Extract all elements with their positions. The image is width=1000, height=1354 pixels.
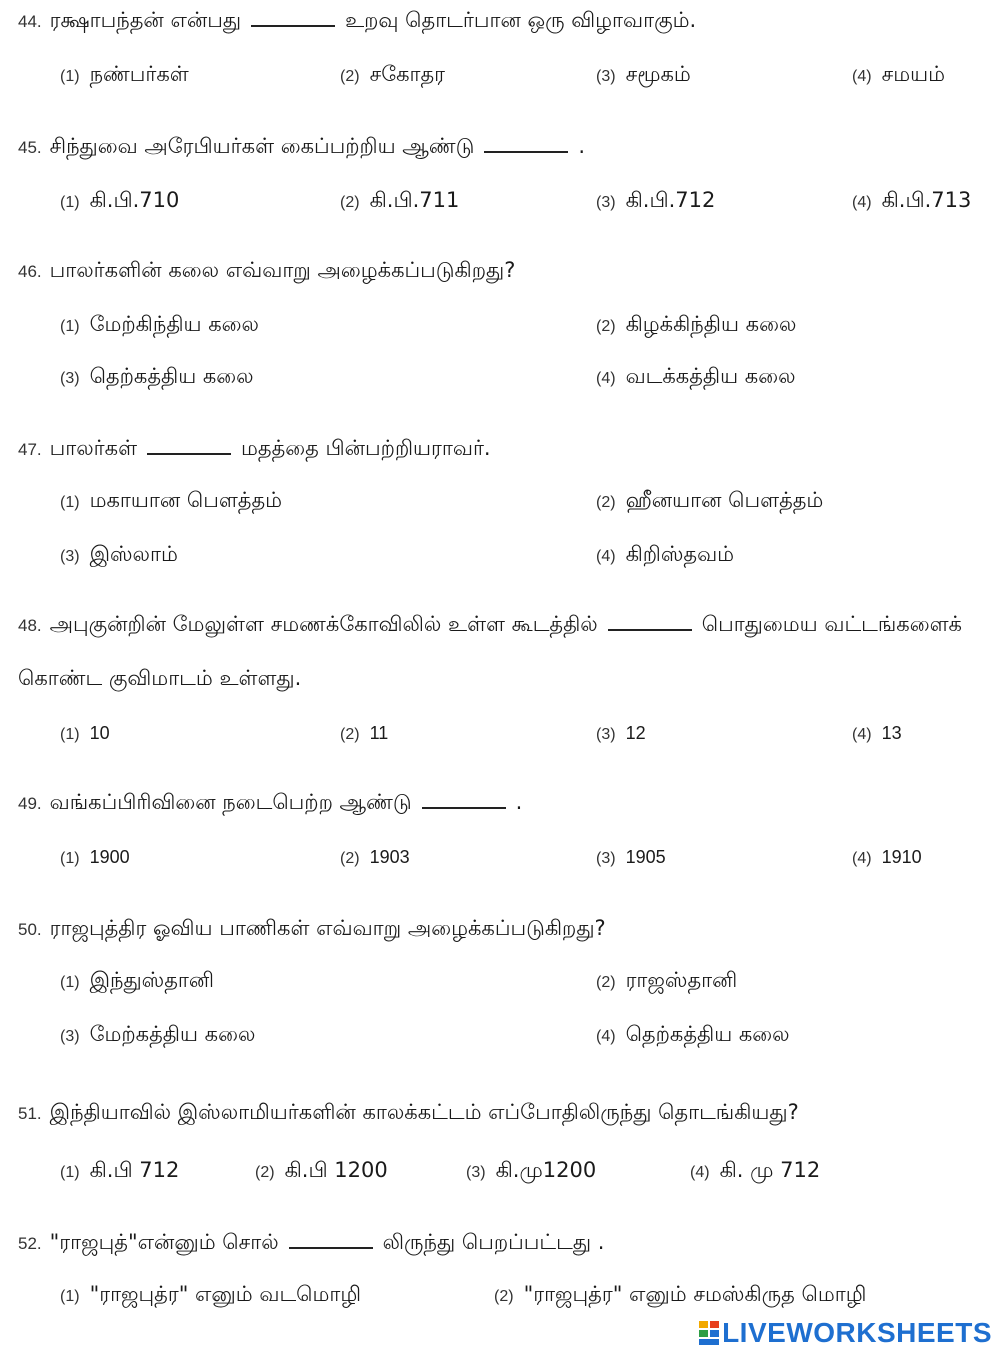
- option-45-3[interactable]: (3) கி.பி.712: [596, 188, 716, 212]
- question-text: ரக்ஷாபந்தன் என்பது: [49, 8, 242, 32]
- question-text: அபுகுன்றின் மேலுள்ள சமணக்கோவிலில் உள்ள கூடத்தில்: [49, 612, 598, 636]
- question-52: [18, 1228, 604, 1258]
- question-number: 47.: [18, 440, 42, 459]
- question-text: ராஜபுத்திர ஓவிய பாணிகள் எவ்வாறு அழைக்கப்படுகிறது?: [49, 916, 606, 940]
- logo-icon: [698, 1319, 720, 1347]
- option-45-2[interactable]: (2) கி.பி.711: [340, 188, 460, 212]
- answer-blank[interactable]: [251, 9, 335, 27]
- question-text-end: லிருந்து பெறப்பட்டது .: [382, 1230, 605, 1254]
- question-text-end: மதத்தை பின்பற்றியராவர்.: [241, 436, 491, 460]
- option-52-1[interactable]: (1) "ராஜபுத்ர" எனும் வடமொழி: [60, 1282, 362, 1306]
- question-text: பாலர்கள்: [49, 436, 138, 460]
- question-text: சிந்துவை அரேபியர்கள் கைப்பற்றிய ஆண்டு: [49, 134, 475, 158]
- option-47-2[interactable]: (2) ஹீனயான பௌத்தம்: [596, 488, 824, 512]
- option-47-3[interactable]: (3) இஸ்லாம்: [60, 542, 178, 566]
- question-number: 50.: [18, 920, 42, 939]
- option-51-4[interactable]: (4) கி. மு 712: [690, 1158, 821, 1182]
- option-44-4[interactable]: (4) சமயம்: [852, 62, 945, 86]
- option-45-4[interactable]: (4) கி.பி.713: [852, 188, 972, 212]
- answer-blank[interactable]: [289, 1231, 373, 1249]
- question-number: 44.: [18, 12, 42, 31]
- question-text-end: உறவு தொடர்பான ஒரு விழாவாகும்.: [345, 8, 697, 32]
- option-44-2[interactable]: (2) சகோதர: [340, 62, 446, 86]
- question-46: [18, 256, 515, 286]
- option-46-1[interactable]: (1) மேற்கிந்திய கலை: [60, 312, 259, 336]
- question-47: [18, 434, 491, 464]
- liveworksheets-logo: [698, 1316, 992, 1350]
- option-50-4[interactable]: (4) தெற்கத்திய கலை: [596, 1022, 790, 1046]
- option-50-1[interactable]: (1) இந்துஸ்தானி: [60, 968, 215, 992]
- option-49-1[interactable]: (1) 1900: [60, 847, 130, 867]
- option-49-4[interactable]: (4) 1910: [852, 847, 922, 867]
- option-51-1[interactable]: (1) கி.பி 712: [60, 1158, 180, 1182]
- question-text: "ராஜபுத்"என்னும் சொல்: [49, 1230, 279, 1254]
- option-51-2[interactable]: (2) கி.பி 1200: [255, 1158, 388, 1182]
- option-49-3[interactable]: (3) 1905: [596, 847, 666, 867]
- question-50: [18, 914, 606, 944]
- question-number: 45.: [18, 138, 42, 157]
- question-48: [18, 598, 983, 704]
- option-50-2[interactable]: (2) ராஜஸ்தானி: [596, 968, 738, 992]
- question-text-end: .: [515, 790, 523, 814]
- question-45: [18, 132, 585, 162]
- question-number: 51.: [18, 1104, 42, 1123]
- option-48-3[interactable]: (3) 12: [596, 723, 646, 743]
- question-51: [18, 1098, 799, 1128]
- option-44-1[interactable]: (1) நண்பர்கள்: [60, 62, 189, 86]
- answer-blank[interactable]: [147, 437, 231, 455]
- option-48-1[interactable]: (1) 10: [60, 723, 110, 743]
- question-number: 46.: [18, 262, 42, 281]
- option-47-4[interactable]: (4) கிறிஸ்தவம்: [596, 542, 735, 566]
- answer-blank[interactable]: [422, 791, 506, 809]
- option-44-3[interactable]: (3) சமூகம்: [596, 62, 691, 86]
- option-51-3[interactable]: (3) கி.மு1200: [466, 1158, 597, 1182]
- question-text-end: .: [578, 134, 586, 158]
- question-number: 52.: [18, 1234, 42, 1253]
- question-text: இந்தியாவில் இஸ்லாமியர்களின் காலக்கட்டம் எப்போதிலிருந்து தொடங்கியது?: [49, 1100, 799, 1124]
- question-text: பாலர்களின் கலை எவ்வாறு அழைக்கப்படுகிறது?: [49, 258, 516, 282]
- answer-blank[interactable]: [484, 135, 568, 153]
- question-text-end: பொதுமைய வட்டங்களைக் கொண்ட குவிமாடம் உள்ளது.: [18, 612, 962, 690]
- option-46-3[interactable]: (3) தெற்கத்திய கலை: [60, 364, 254, 388]
- question-44: [18, 6, 696, 36]
- option-48-2[interactable]: (2) 11: [340, 723, 389, 743]
- option-52-2[interactable]: (2) "ராஜபுத்ர" எனும் சமஸ்கிருத மொழி: [494, 1282, 867, 1306]
- question-49: [18, 788, 522, 818]
- logo-text: LIVEWORKSHEETS: [722, 1317, 992, 1348]
- option-47-1[interactable]: (1) மகாயான பௌத்தம்: [60, 488, 283, 512]
- question-text: வங்கப்பிரிவினை நடைபெற்ற ஆண்டு: [49, 790, 412, 814]
- question-number: 49.: [18, 794, 42, 813]
- option-48-4[interactable]: (4) 13: [852, 723, 902, 743]
- option-46-2[interactable]: (2) கிழக்கிந்திய கலை: [596, 312, 797, 336]
- option-49-2[interactable]: (2) 1903: [340, 847, 410, 867]
- option-45-1[interactable]: (1) கி.பி.710: [60, 188, 180, 212]
- option-46-4[interactable]: (4) வடக்கத்திய கலை: [596, 364, 796, 388]
- answer-blank[interactable]: [608, 613, 692, 631]
- question-number: 48.: [18, 616, 42, 635]
- option-50-3[interactable]: (3) மேற்கத்திய கலை: [60, 1022, 256, 1046]
